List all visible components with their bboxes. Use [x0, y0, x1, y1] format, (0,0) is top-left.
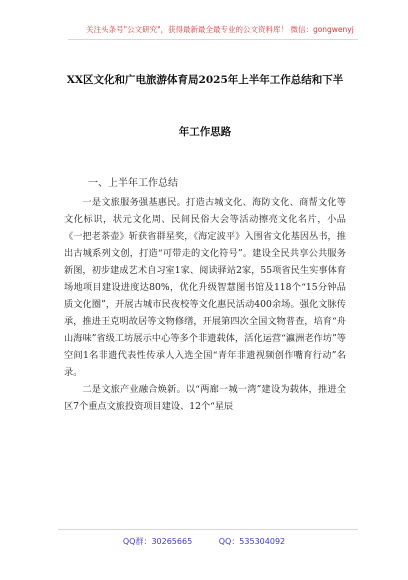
header-divider	[68, 39, 358, 40]
footer-divider	[58, 529, 358, 530]
footer-qq-group: QQ群：30265665	[122, 537, 193, 546]
paragraph-2: 二是文旅产业融合焕新。以“两廊一城一湾”建设为载体，推进全区7个重点文旅投资项目建设、12个“星辰	[64, 384, 346, 412]
header-banner: 关注头条号"公文研究"，获得最新最全最专业的公文资料库！ 微信：gongwenyj	[86, 25, 354, 34]
section-heading: 一、上半年工作总结	[88, 178, 178, 189]
document-title-line-1: XX区文化和广电旅游体育局2025年上半年工作总结和下半	[66, 74, 344, 86]
footer	[0, 536, 408, 547]
document-body	[64, 194, 346, 415]
paragraph-1: 一是文旅服务强基惠民。打造古城文化、海防文化、商帮文化等文化标识，状元文化周、民间民俗大会等活动擦亮文化名片，小品《一把老茶壶》斩获省群星奖，《海定波平》入围省文化基因丛书，推出古城系列文创，打造“可带走的文化符号”。建设全民共享公共服务新图，初步建成艺术自习室1家、阅读驿站2家，55项省民生实事体育场地项目建设进度达80%，优化升级智慧图书馆及118个“15分钟品质文化圈”，开展古城市民夜校等文化惠民活动400余场。强化文脉传承，推进王克明故居等文物修缮，开展第四次全国文物普查，培育“舟山海味”省级工坊展示中心等多个非遗载体，活化运营“瀛洲老作坊”等空间1名非遗代表性传承人入选全国“青年非遗视频创作嘴育行动”名录。	[64, 197, 346, 378]
document-title-line-2: 年工作思路	[178, 126, 232, 138]
footer-qq-contact: QQ：535304092	[218, 537, 286, 546]
